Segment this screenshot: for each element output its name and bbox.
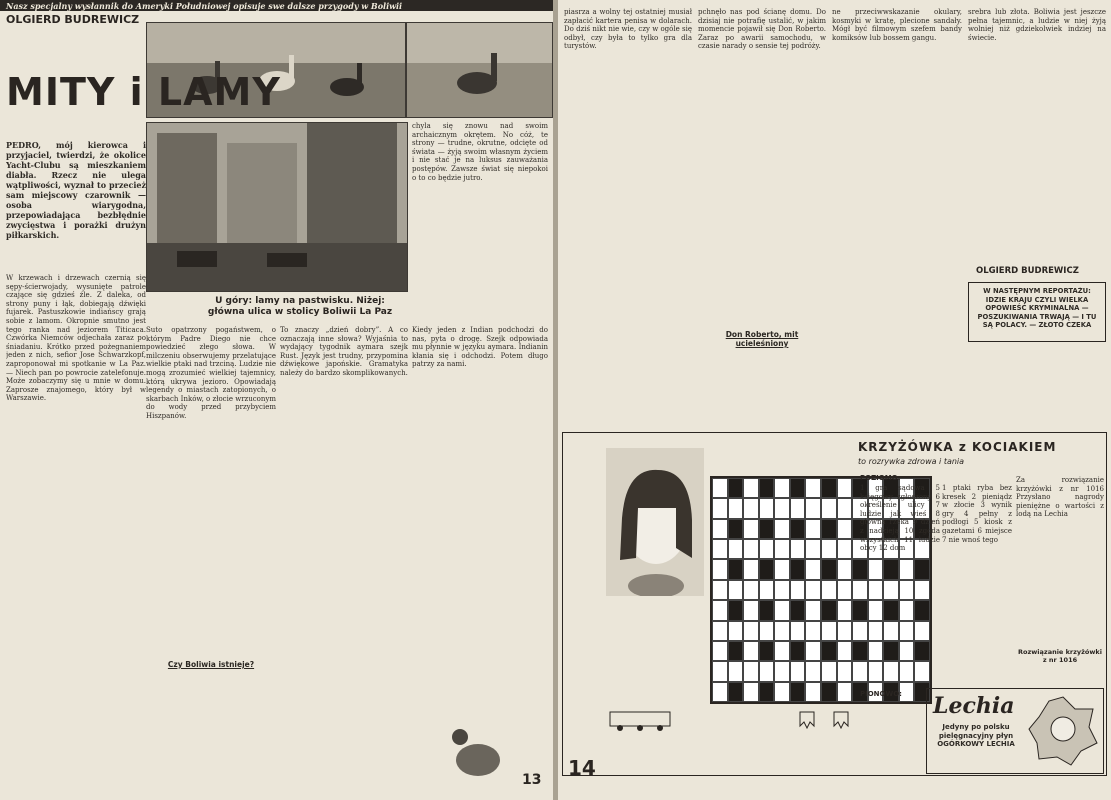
crossword-cell[interactable] (821, 559, 837, 579)
crossword-cell[interactable] (821, 661, 837, 681)
crossword-cell[interactable] (759, 539, 775, 559)
section-subhead: Czy Boliwia istnieje? (167, 660, 255, 669)
next-report-text: W NASTĘPNYM REPORTAŻU: IDZIE KRAJU CZYLI WIELKA OPOWIEŚĆ KRYMINALNA — POSZUKIWANIA TRWAJĄ — I TU SĄ POLACY. — ZŁOTO CZEKA (977, 287, 1097, 329)
bird-illustration (440, 715, 510, 785)
crossword-subtitle: to rozrywka zdrowa i tania (858, 457, 965, 466)
crossword-cell[interactable] (821, 539, 837, 559)
crossword-cell[interactable] (821, 600, 837, 620)
clues-down-heading: PIONOWO: (860, 690, 902, 698)
crossword-cell[interactable] (712, 519, 728, 539)
crossword-cell[interactable] (837, 498, 853, 518)
crossword-cell[interactable] (774, 682, 790, 702)
crossword-cell[interactable] (712, 478, 728, 498)
clues-across-2: 1 ptaki ryba bez kresek 2 pieniądz w złocie 3 wynik gry 4 pełny z podłogi 5 kiosk z gazetami 6 miejsce 7 nie wnoś tego (942, 484, 1012, 544)
crossword-cell[interactable] (805, 559, 821, 579)
crossword-cell[interactable] (728, 498, 744, 518)
crossword-cell[interactable] (743, 559, 759, 579)
crossword-cell[interactable] (743, 682, 759, 702)
right-column-1: piasrza a wolny tej ostatniej musiał zapłacić kartera penisa w dolarach. Do dziś nikt nie wie, czy w ogóle się odbył, czy była to tylko gra dla turystów. (564, 8, 692, 51)
crossword-cell[interactable] (790, 539, 806, 559)
crossword-cell[interactable] (743, 519, 759, 539)
crossword-cell[interactable] (790, 600, 806, 620)
crossword-cell[interactable] (728, 519, 744, 539)
crossword-cell[interactable] (759, 621, 775, 641)
crossword-title: KRZYŻÓWKA z KOCIAKIEM (858, 440, 1057, 454)
lechia-ad-text: Jedyny po polsku pielęgnacyjny płyn OGÓRKOWY LECHIA (937, 723, 1015, 749)
crossword-cell[interactable] (759, 641, 775, 661)
crossword-cell[interactable] (774, 641, 790, 661)
crossword-cell[interactable] (837, 600, 853, 620)
clues-across-heading: POZIOMO: (860, 474, 901, 482)
article-column-3b: Kiedy jeden z Indian podchodzi do nas, pyta o drogę. Szejk odpowiada mu płynnie w języku aymara. Indianin kłania się i odchodzi. Potem długo patrzy za nami. (412, 326, 548, 369)
crossword-cell[interactable] (837, 641, 853, 661)
crossword-cell[interactable] (743, 478, 759, 498)
crossword-cell[interactable] (712, 580, 728, 600)
crossword-cell[interactable] (759, 661, 775, 681)
crossword-cell[interactable] (743, 580, 759, 600)
crossword-cell[interactable] (805, 641, 821, 661)
article-author: OLGIERD BUDREWICZ (6, 13, 140, 26)
crossword-cell[interactable] (759, 559, 775, 579)
crossword-cell[interactable] (712, 600, 728, 620)
crossword-cell[interactable] (790, 580, 806, 600)
crossword-cell[interactable] (790, 682, 806, 702)
crossword-cell[interactable] (712, 641, 728, 661)
page-banner: Nasz specjalny wysłannik do Ameryki Południowej opisuje swe dalsze przygody w Boliwii (0, 0, 553, 11)
right-author: OLGIERD BUDREWICZ (976, 266, 1079, 276)
crossword-cell[interactable] (743, 661, 759, 681)
crossword-cell[interactable] (790, 641, 806, 661)
crossword-cell[interactable] (774, 519, 790, 539)
crossword-cell[interactable] (774, 661, 790, 681)
crossword-cell[interactable] (774, 559, 790, 579)
next-report-box (968, 282, 1106, 342)
crossword-cell[interactable] (837, 682, 853, 702)
crossword-cell[interactable] (728, 559, 744, 579)
crossword-cell[interactable] (790, 661, 806, 681)
crossword-cell[interactable] (728, 478, 744, 498)
crossword-cell[interactable] (759, 519, 775, 539)
crossword-cell[interactable] (743, 641, 759, 661)
lechia-brand: Lechia (933, 693, 1015, 719)
crossword-cell[interactable] (821, 621, 837, 641)
crossword-cell[interactable] (743, 600, 759, 620)
crossword-cell[interactable] (805, 539, 821, 559)
crossword-cell[interactable] (821, 519, 837, 539)
crossword-cell[interactable] (728, 661, 744, 681)
crossword-cell[interactable] (790, 519, 806, 539)
crossword-cell[interactable] (805, 580, 821, 600)
crossword-cell[interactable] (759, 682, 775, 702)
page-number-left: 13 (522, 772, 542, 788)
crossword-cell[interactable] (759, 478, 775, 498)
left-page (0, 0, 553, 800)
crossword-cell[interactable] (821, 682, 837, 702)
model-portrait (606, 448, 704, 596)
crossword-cell[interactable] (743, 621, 759, 641)
crossword-cell[interactable] (712, 498, 728, 518)
crossword-cell[interactable] (790, 498, 806, 518)
crossword-cell[interactable] (790, 621, 806, 641)
crossword-cell[interactable] (743, 498, 759, 518)
crossword-cell[interactable] (837, 478, 853, 498)
llama-photo-right (406, 22, 553, 118)
tooth-doodles (794, 708, 874, 734)
crossword-cell[interactable] (774, 580, 790, 600)
crossword-cell[interactable] (821, 498, 837, 518)
crossword-cell[interactable] (759, 580, 775, 600)
crossword-cell[interactable] (805, 478, 821, 498)
crossword-cell[interactable] (821, 478, 837, 498)
street-photo (146, 122, 408, 292)
photo-caption: U góry: lamy na pastwisku. Niżej: główna ulica w stolicy Boliwii La Paz (207, 296, 393, 317)
crossword-cell[interactable] (805, 661, 821, 681)
crossword-cell[interactable] (821, 641, 837, 661)
crossword-cell[interactable] (728, 600, 744, 620)
crossword-cell[interactable] (712, 621, 728, 641)
crossword-cell[interactable] (728, 580, 744, 600)
crossword-cell[interactable] (790, 478, 806, 498)
solution-heading: Rozwiązanie krzyżówki z nr 1016 (1018, 648, 1102, 664)
crossword-cell[interactable] (712, 682, 728, 702)
street-illustration (147, 123, 408, 292)
prize-text: Za rozwiązanie krzyżówki z nr 1016 Przysłano nagrody pieniężne o wartości z lodą na Lechia (1016, 476, 1104, 519)
right-subhead: Don Roberto, mit ucieleśniony (725, 330, 799, 348)
crossword-cell[interactable] (774, 600, 790, 620)
crossword-cell[interactable] (837, 661, 853, 681)
crossword-cell[interactable] (712, 559, 728, 579)
portrait-illustration (606, 448, 704, 596)
crossword-cell[interactable] (759, 600, 775, 620)
article-column-3: chyla się znowu nad swoim archaicznym okrętem. No cóż, te strony — trudne, okrutne, odcięte od świata — żyją swoim własnym życiem i nie stać je na luksus zauważania postępów. Zawsze świat się niepokoi o to co będzie jutro. (412, 122, 548, 182)
crossword-cell[interactable] (805, 600, 821, 620)
crossword-cell[interactable] (712, 661, 728, 681)
right-column-4: srebra lub złota. Boliwia jest jeszcze pełna tajemnic, a ludzie w niej żyją wolniej niż gdziekolwiek indziej na świecie. (968, 8, 1106, 42)
crossword-cell[interactable] (837, 580, 853, 600)
crossword-cell[interactable] (774, 478, 790, 498)
crossword-cell[interactable] (728, 539, 744, 559)
right-column-2: pchnęło nas pod ścianę domu. Do dzisiaj nie potrafię ustalić, w jakim momencie pojawił się Don Roberto. Zaraz po awarii samochodu, w czasie narady o sensie tej podróży. (698, 8, 826, 51)
crossword-cell[interactable] (837, 559, 853, 579)
crossword-cell[interactable] (774, 621, 790, 641)
article-intro: PEDRO, mój kierowca i przyjaciel, twierdzi, że okolice Yacht-Clubu są mieszkaniem diabła. Rzecz nie ulega wątpliwości, wyznał to przecież sam miejscowy czarownik — osoba wiarygodna, przepowiadająca bezbłędnie zwycięstwa i porażki drużyn piłkarskich. (6, 140, 146, 240)
ad-portrait (1027, 695, 1099, 767)
crossword-cell[interactable] (728, 621, 744, 641)
crossword-cell[interactable] (805, 682, 821, 702)
crossword-cell[interactable] (774, 539, 790, 559)
page-number-right: 14 (568, 756, 596, 780)
article-column-1: W krzewach i drzewach czernią się sępy-ścierwojady, wysunięte patrole czające się gdzieś źle. Z daleka, od strony puny i łąk, dobiegają dźwięki fujarek. Pastuszkowie indiańscy grają sobie z lamom. Okropnie smutno jest tego ranka nad jeziorem Titicaca. Czwórka Niemców odjechała zaraz po śniadaniu. Krótko przed pożegnaniem jeden z nich, sefior Jose Schwarzkopf, zaproponował mi spotkanie w La Paz. — Niech pan po powrocie zatelefonuje. Może zobaczymy się u mnie w domu. Zaprosze znajomego, który był w Warszawie. (6, 274, 146, 403)
crossword-cell[interactable] (774, 498, 790, 518)
crossword-cell[interactable] (837, 519, 853, 539)
crossword-cell[interactable] (837, 539, 853, 559)
crossword-cell[interactable] (728, 641, 744, 661)
crossword-cell[interactable] (728, 682, 744, 702)
crossword-cell[interactable] (805, 519, 821, 539)
crossword-cell[interactable] (712, 539, 728, 559)
crossword-cell[interactable] (805, 498, 821, 518)
train-doodle (606, 704, 706, 734)
crossword-cell[interactable] (759, 498, 775, 518)
clues-across: 1 gra sądowa 5 księgowy zgłoszony 6 określenie ulicy 7 ludzie jak wieś 8 główna rzeka 9 dzień z nadzieją 10 zgoda wszystkich 11 ludzie obcy 12 dom (860, 484, 940, 553)
crossword-cell[interactable] (743, 539, 759, 559)
article-column-2b: To znaczy „dzień dobry”. A co oznaczają inne słowa? Wyjaśnia to wydający tygodnik aymara szejk Rust. Język jest trudny, przypomina dźwiękowe japońskie. Gramatyka należy do bardzo skomplikowanych. (280, 326, 408, 377)
right-column-3: ne przeciwwskazanie okulary, kosmyki w kratę, plecione sandały. Mógł być filmowym szefem bandy komiksów lub bossem gangu. (832, 8, 962, 42)
llama-illustration-2 (407, 23, 553, 118)
crossword-cell[interactable] (790, 559, 806, 579)
article-column-2: Suto opatrzony pogaństwem, o którym Padre Diego nie chce powiedzieć złego słowa. W milczeniu obserwujemy przelatujące wielkie ptaki nad trzciną. Ludzie nie mogą zrozumieć wielkiej tajemnicy, którą ukrywa jezioro. Opowiadają legendy o miastach zatopionych, o skarbach Inków, o złocie wrzuconym do wody przed przybyciem Hiszpanów. (146, 326, 276, 420)
crossword-cell[interactable] (805, 621, 821, 641)
article-title: MITY i LAMY (6, 70, 281, 114)
lechia-ad (926, 688, 1104, 774)
right-page (558, 0, 1111, 800)
crossword-cell[interactable] (821, 580, 837, 600)
crossword-cell[interactable] (837, 621, 853, 641)
